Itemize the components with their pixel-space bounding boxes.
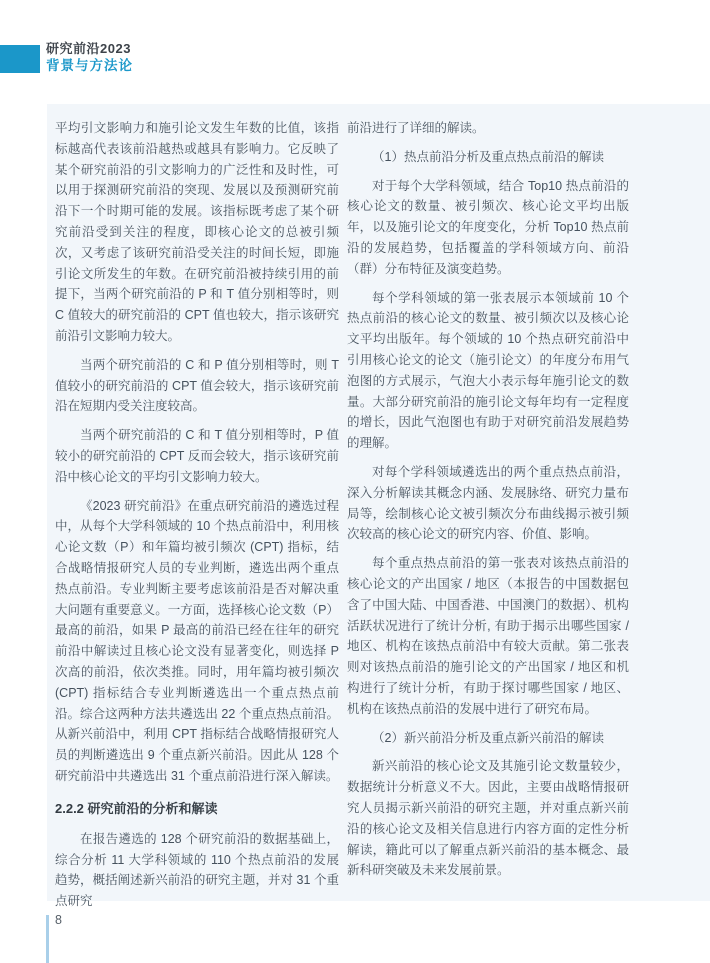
header-accent-bar	[0, 45, 40, 73]
content-panel	[47, 104, 710, 909]
subsection-1-title: （1）热点前沿分析及重点热点前沿的解读	[372, 149, 604, 164]
body-paragraph: 对于每个大学科领域，结合 Top10 热点前沿的核心论文的数量、被引频次、核心论文平均出版年，以及施引论文的年度变化，分析 Top10 热点前沿的发展趋势，包括覆盖的学科领域方向、前沿（群）分布特征及演变趋势。	[347, 178, 629, 276]
body-paragraph: 每个学科领域的第一张表展示本领域前 10 个热点前沿的核心论文的数量、被引频次以及核心论文平均出版年。每个领域的 10 个热点研究前沿中引用核心论文的论文（施引论文）的年度分布用气泡图的方式展示，气泡大小表示每年施引论文的数量。大部分研究前沿的施引论文每年均有一定程度的增长，因此气泡图也有助于对研究前沿发展趋势的理解。	[347, 290, 629, 451]
body-paragraph: 对每个学科领域遴选出的两个重点热点前沿，深入分析解读其概念内涵、发展脉络、研究力量布局等，绘制核心论文被引频次分布曲线揭示被引频次较高的核心论文的研究内容、价值、影响。	[347, 464, 629, 542]
section-heading-2-2-2: 2.2.2 研究前沿的分析和解读	[55, 800, 218, 816]
body-paragraph: 前沿进行了详细的解读。	[347, 121, 485, 135]
report-title: 研究前沿2023	[46, 41, 131, 56]
body-paragraph: 平均引文影响力和施引论文发生年数的比值，该指标越高代表该前沿越热或越具有影响力。它反映了某个研究前沿的引文影响力的广泛性和及时性，可以用于探测研究前沿的突现、发展以及预测研究前沿下一个时期可能的发展。该指标既考虑了某个研究前沿受到关注的程度，即核心论文的总被引频次，又考虑了该研究前沿受关注的时间长短，即施引论文所发生的年数。在研究前沿被持续引用的前提下，当两个研究前沿的 P 和 T 值分别相等时，则 C 值较大的研究前沿的 CPT 值也较大，指示该研究前沿引文影响力较大。	[55, 121, 339, 343]
subsection-2-title: （2）新兴前沿分析及重点新兴前沿的解读	[372, 730, 604, 745]
body-paragraph: 每个重点热点前沿的第一张表对该热点前沿的核心论文的产出国家 / 地区（本报告的中国数据包含了中国大陆、中国香港、中国澳门的数据）、机构活跃状况进行了统计分析, 有助于揭示出哪些国家 / 地区、机构在该热点前沿中有较大贡献。第二张表则对该热点前沿的施引论文的产出国家 / 地区和机构进行了统计分析，有助于探讨哪些国家 / 地区、机构在该热点前沿的发展中进行了研究布局。	[347, 556, 629, 716]
body-paragraph: 《2023 研究前沿》在重点研究前沿的遴选过程中，从每个大学科领域的 10 个热点前沿中，利用核心论文数（P）和年篇均被引频次 (CPT) 指标，结合战略情报研究人员的专业判断，遴选出两个重点热点前沿。专业判断主要考虑该前沿是否对解决重大问题有重要意义。一方面，选择核心论文数（P）最高的前沿，如果 P 最高的前沿已经在往年的研究前沿中解读过且核心论文没有显著变化，则选择 P 次高的前沿，依次类推。同时，用年篇均被引频次 (CPT) 指标结合专业判断遴选出一个重点热点前沿。综合这两种方法共遴选出 22 个重点热点前沿。从新兴前沿中，利用 CPT 指标结合战略情报研究人员的判断遴选出 9 个重点新兴前沿。因此从 128 个研究前沿中共遴选出 31 个重点前沿进行深入解读。	[55, 498, 339, 783]
header-section-title: 背景与方法论	[46, 58, 133, 73]
body-paragraph: 在报告遴选的 128 个研究前沿的数据基础上，综合分析 11 大学科领域的 110 个热点前沿的发展趋势，概括阐述新兴前沿的研究主题，并对 31 个重点研究	[55, 831, 339, 909]
body-paragraph: 当两个研究前沿的 C 和 P 值分别相等时，则 T 值较小的研究前沿的 CPT 值会较大，指示该研究前沿在短期内受关注度较高。	[55, 357, 339, 414]
page-number-accent-bar	[46, 915, 49, 963]
body-paragraph: 新兴前沿的核心论文及其施引论文数量较少，数据统计分析意义不大。因此，主要由战略情报研究人员揭示新兴前沿的研究主题，并对重点新兴前沿的核心论文及相关信息进行内容方面的定性分析解读，籍此可以了解重点新兴前沿的基本概念、最新科研突破及未来发展前景。	[347, 759, 629, 878]
left-column	[55, 118, 339, 920]
body-paragraph: 当两个研究前沿的 C 和 T 值分别相等时，P 值较小的研究前沿的 CPT 反而会较大，指示该研究前沿中核心论文的平均引文影响力较大。	[55, 428, 339, 484]
page-header	[46, 41, 133, 74]
right-column	[347, 118, 629, 889]
page-number: 8	[55, 913, 62, 927]
